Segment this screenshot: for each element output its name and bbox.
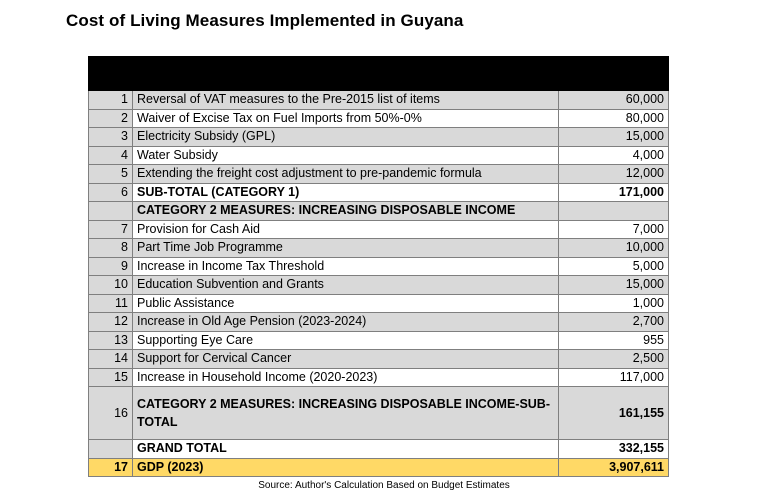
row-description: Extending the freight cost adjustment to pre-pandemic formula bbox=[133, 165, 559, 184]
subtotal-row bbox=[89, 387, 669, 440]
row-value: 2,700 bbox=[559, 313, 669, 332]
row-description: Part Time Job Programme bbox=[133, 239, 559, 258]
row-value: 161,155 bbox=[559, 387, 669, 440]
row-value: 1,000 bbox=[559, 294, 669, 313]
row-number: 10 bbox=[89, 276, 133, 295]
row-number: 14 bbox=[89, 350, 133, 369]
table-row bbox=[89, 276, 669, 295]
row-number: 5 bbox=[89, 165, 133, 184]
cost-of-living-table bbox=[88, 56, 669, 477]
row-description: Reversal of VAT measures to the Pre-2015 list of items bbox=[133, 91, 559, 110]
row-description: GRAND TOTAL bbox=[133, 440, 559, 459]
subtotal-row bbox=[89, 183, 669, 202]
row-number bbox=[89, 202, 133, 221]
row-description: SUB-TOTAL (CATEGORY 1) bbox=[133, 183, 559, 202]
gdp-row bbox=[89, 458, 669, 477]
row-description: Education Subvention and Grants bbox=[133, 276, 559, 295]
row-number: 13 bbox=[89, 331, 133, 350]
table-row bbox=[89, 128, 669, 147]
source-note: Source: Author's Calculation Based on Budget Estimates bbox=[258, 480, 510, 491]
row-description: Water Subsidy bbox=[133, 146, 559, 165]
row-value: 60,000 bbox=[559, 91, 669, 110]
row-number: 6 bbox=[89, 183, 133, 202]
row-value: 15,000 bbox=[559, 128, 669, 147]
row-number: 12 bbox=[89, 313, 133, 332]
row-description: Increase in Household Income (2020-2023) bbox=[133, 368, 559, 387]
row-description: Waiver of Excise Tax on Fuel Imports from 50%-0% bbox=[133, 109, 559, 128]
row-number: 3 bbox=[89, 128, 133, 147]
table-row bbox=[89, 350, 669, 369]
row-number: 8 bbox=[89, 239, 133, 258]
row-value: 12,000 bbox=[559, 165, 669, 184]
row-number: 7 bbox=[89, 220, 133, 239]
table-row bbox=[89, 257, 669, 276]
row-number bbox=[89, 440, 133, 459]
table-row bbox=[89, 109, 669, 128]
table-row bbox=[89, 165, 669, 184]
row-value: 955 bbox=[559, 331, 669, 350]
row-number: 4 bbox=[89, 146, 133, 165]
row-description: CATEGORY 2 MEASURES: INCREASING DISPOSABLE INCOME bbox=[133, 202, 559, 221]
row-number: 1 bbox=[89, 91, 133, 110]
row-number: 17 bbox=[89, 458, 133, 477]
row-value: 117,000 bbox=[559, 368, 669, 387]
table-row bbox=[89, 331, 669, 350]
row-value: 2,500 bbox=[559, 350, 669, 369]
row-value: 10,000 bbox=[559, 239, 669, 258]
row-value: 7,000 bbox=[559, 220, 669, 239]
row-value: 80,000 bbox=[559, 109, 669, 128]
row-value: 5,000 bbox=[559, 257, 669, 276]
table-row bbox=[89, 239, 669, 258]
table-row bbox=[89, 368, 669, 387]
table-row bbox=[89, 146, 669, 165]
row-description: CATEGORY 2 MEASURES: INCREASING DISPOSABLE INCOME-SUB-TOTAL bbox=[133, 387, 559, 440]
row-value: 332,155 bbox=[559, 440, 669, 459]
row-description: Increase in Old Age Pension (2023-2024) bbox=[133, 313, 559, 332]
row-value: 15,000 bbox=[559, 276, 669, 295]
row-description: Supporting Eye Care bbox=[133, 331, 559, 350]
row-number: 15 bbox=[89, 368, 133, 387]
table-row bbox=[89, 220, 669, 239]
row-description: Increase in Income Tax Threshold bbox=[133, 257, 559, 276]
row-number: 16 bbox=[89, 387, 133, 440]
row-value bbox=[559, 202, 669, 221]
table-header-row bbox=[89, 57, 669, 91]
table-row bbox=[89, 91, 669, 110]
row-number: 2 bbox=[89, 109, 133, 128]
row-number: 11 bbox=[89, 294, 133, 313]
row-value: 3,907,611 bbox=[559, 458, 669, 477]
row-description: Electricity Subsidy (GPL) bbox=[133, 128, 559, 147]
category-heading-row bbox=[89, 202, 669, 221]
row-number: 9 bbox=[89, 257, 133, 276]
row-value: 4,000 bbox=[559, 146, 669, 165]
table-row bbox=[89, 294, 669, 313]
row-description: Provision for Cash Aid bbox=[133, 220, 559, 239]
page-title: Cost of Living Measures Implemented in Guyana bbox=[66, 11, 464, 30]
row-description: Support for Cervical Cancer bbox=[133, 350, 559, 369]
table-row bbox=[89, 313, 669, 332]
grand-total-row bbox=[89, 440, 669, 459]
row-description: GDP (2023) bbox=[133, 458, 559, 477]
row-value: 171,000 bbox=[559, 183, 669, 202]
row-description: Public Assistance bbox=[133, 294, 559, 313]
